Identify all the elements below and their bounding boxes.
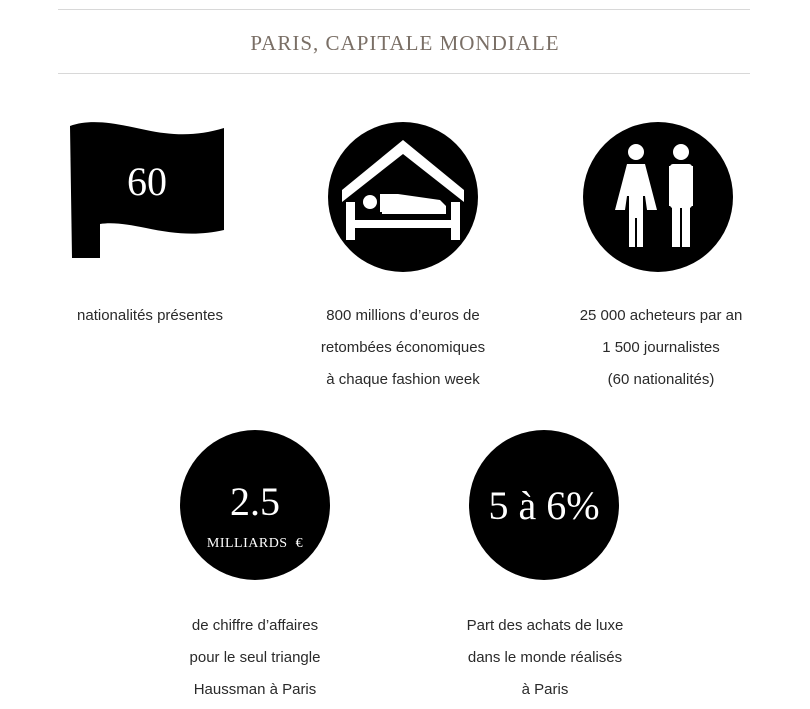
flag-icon <box>70 122 224 260</box>
stat-caption: nationalités présentes <box>77 307 223 324</box>
title-divider <box>58 73 750 74</box>
stat-value: 2.5 <box>230 479 280 524</box>
stat-circle <box>469 430 619 580</box>
page-title: PARIS, CAPITALE MONDIALE <box>250 31 560 55</box>
stat-caption: 800 millions d’euros de retombées économiques à chaque fashion week <box>320 307 486 388</box>
woman-man-icon <box>583 122 733 272</box>
stat-unit: MILLIARDS € <box>206 536 304 551</box>
stat-value: 60 <box>127 159 167 204</box>
stat-circle <box>180 430 330 580</box>
stat-caption: 25 000 acheteurs par an 1 500 journalistes (60 nationalités) <box>579 307 743 388</box>
hotel-bed-icon <box>328 122 478 272</box>
stat-caption: Part des achats de luxe dans le monde réalisés à Paris <box>466 617 624 698</box>
top-divider <box>58 9 750 10</box>
stat-caption: de chiffre d’affaires pour le seul triangle Haussman à Paris <box>189 617 321 698</box>
stat-value: 5 à 6% <box>488 483 600 528</box>
